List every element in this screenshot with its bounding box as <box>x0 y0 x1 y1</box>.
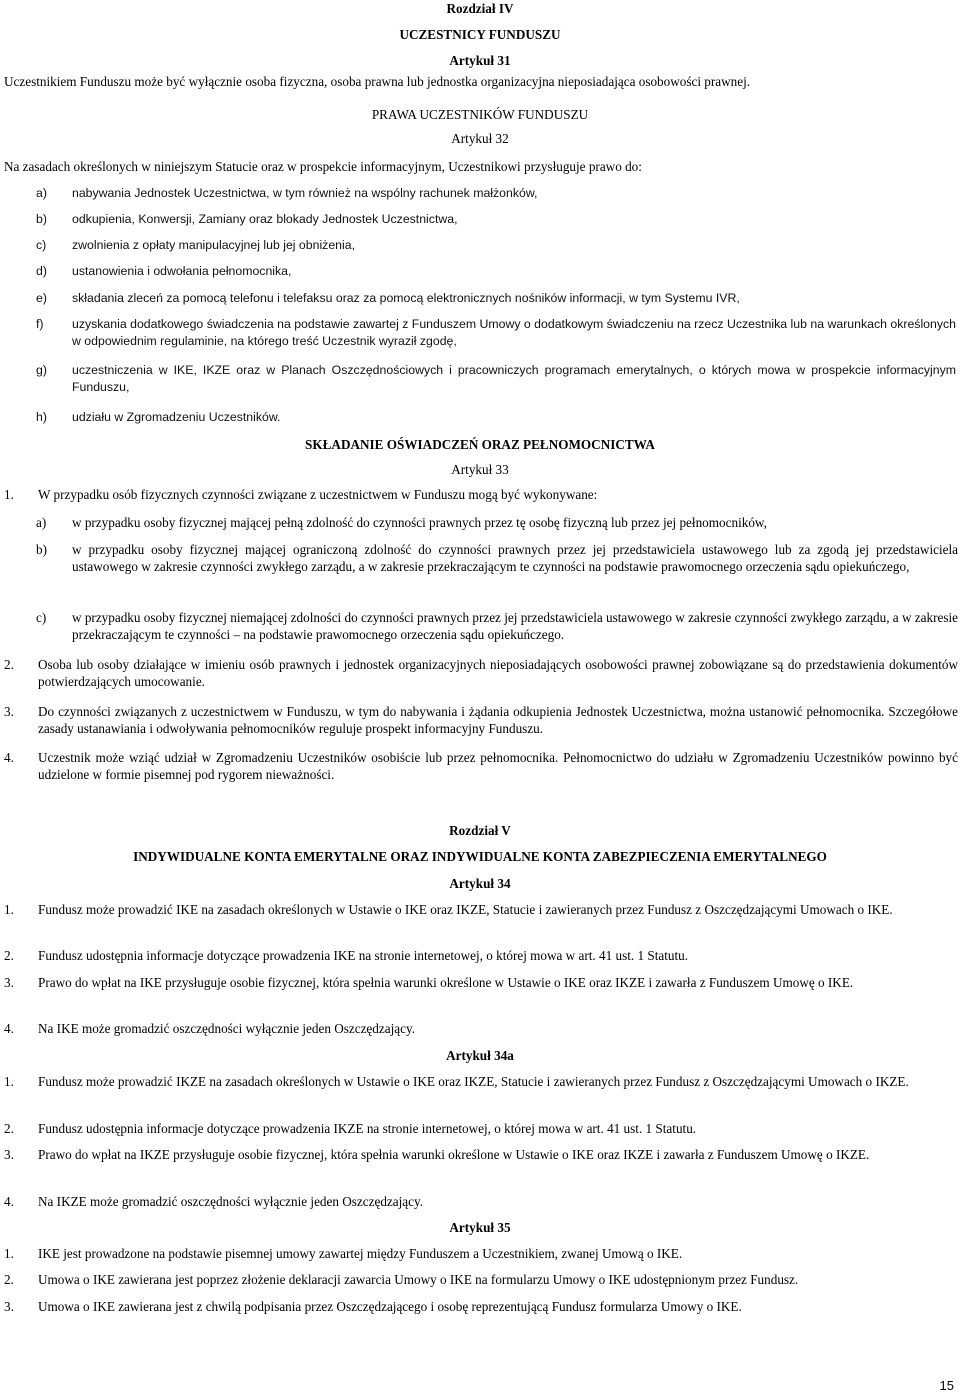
article-heading: Artykuł 32 <box>451 131 509 146</box>
point-text: IKE jest prowadzone na podstawie pisemnej umowy zawartej między Funduszem a Uczestnikiem, zwanej Umową o IKE. <box>38 1246 683 1261</box>
list-item-label: a) <box>36 515 47 530</box>
point-text: Prawo do wpłat na IKZE przysługuje osobie fizycznej, która spełnia warunki określone w Ustawie o IKE oraz IKZE i zawarła z Funduszem Umowę o IKZE. <box>38 1147 870 1162</box>
point-text: Prawo do wpłat na IKE przysługuje osobie fizycznej, która spełnia warunki określone w Ustawie o IKE oraz IKZE i zawarła z Funduszem Umowę o IKE. <box>38 975 854 990</box>
list-item-label: a) <box>36 186 47 200</box>
section-title: PRAWA UCZESTNIKÓW FUNDUSZU <box>371 107 589 122</box>
list-item-label: d) <box>36 264 47 278</box>
point-label: 2. <box>4 948 14 963</box>
article-heading: Artykuł 34a <box>446 1048 514 1063</box>
list-item-text: w przypadku osoby fizycznej mającej ograniczoną zdolność do czynności prawnych przez jej przedstawiciela ustawowego lub za zgodą jej przedstawiciela ustawowego w zakresie czynności zwykłego zarządu, a w zakresie przekraczającym te czynności na podstawie prawomocnego orzeczenia sądu opiekuńczego, <box>72 542 958 574</box>
list-item-label: e) <box>36 291 47 305</box>
page-number: 15 <box>939 1378 954 1393</box>
list-item-text: uczestniczenia w IKE, IKZE oraz w Planach Oszczędnościowych i pracowniczych programach emerytalnych, o których mowa w prospekcie informacyjnym Funduszu, <box>72 363 956 394</box>
point-label: 3. <box>4 704 14 719</box>
point-text: Fundusz udostępnia informacje dotyczące prowadzenia IKE na stronie internetowej, o której mowa w art. 41 ust. 1 Statutu. <box>38 948 689 963</box>
point-text: Fundusz udostępnia informacje dotyczące prowadzenia IKZE na stronie internetowej, o której mowa w art. 41 ust. 1 Statutu. <box>38 1121 697 1136</box>
point-text: Do czynności związanych z uczestnictwem w Funduszu, w tym do nabywania i żądania odkupienia Jednostek Uczestnictwa, można ustanowić pełnomocnika. Szczegółowe zasady ustanawiania i odwoływania pełnomocników reguluje prospekt informacyjny Funduszu. <box>38 704 958 736</box>
point-label: 2. <box>4 1272 14 1287</box>
point-label: 3. <box>4 1299 14 1314</box>
point-text: Uczestnik może wziąć udział w Zgromadzeniu Uczestników osobiście lub przez pełnomocnika. Pełnomocnictwo do udziału w Zgromadzeniu Uczestników powinno być udzielone w formie pisemnej pod rygorem nieważności. <box>38 750 958 782</box>
point-text: Osoba lub osoby działające w imieniu osób prawnych i jednostek organizacyjnych nieposiadających osobowości prawnej zobowiązane są do przedstawienia dokumentów potwierdzających umocowanie. <box>38 657 958 689</box>
point-label: 4. <box>4 750 14 765</box>
list-item-text: nabywania Jednostek Uczestnictwa, w tym również na wspólny rachunek małżonków, <box>72 186 538 200</box>
list-item-text: w przypadku osoby fizycznej mającej pełną zdolność do czynności prawnych przez tę osobę fizyczną lub przez jej pełnomocników, <box>72 515 767 530</box>
list-item-label: h) <box>36 410 47 424</box>
point-label: 1. <box>4 902 14 917</box>
point-label: 4. <box>4 1021 14 1036</box>
point-label: 2. <box>4 1121 14 1136</box>
list-item-text: składania zleceń za pomocą telefonu i telefaksu oraz za pomocą elektronicznych nośników informacji, w tym Systemu IVR, <box>72 291 740 305</box>
point-label: 3. <box>4 1147 14 1162</box>
chapter-title: UCZESTNICY FUNDUSZU <box>399 27 561 42</box>
point-text: Fundusz może prowadzić IKZE na zasadach określonych w Ustawie o IKE oraz IKZE, Statucie i zawieranych przez Fundusz z Oszczędzającymi Umowach o IKZE. <box>38 1074 909 1089</box>
point-label: 1. <box>4 1246 14 1261</box>
chapter-title: INDYWIDUALNE KONTA EMERYTALNE ORAZ INDYWIDUALNE KONTA ZABEZPIECZENIA EMERYTALNEGO <box>133 849 827 864</box>
list-item-text: ustanowienia i odwołania pełnomocnika, <box>72 264 292 278</box>
point-label: 4. <box>4 1194 14 1209</box>
point-text: Umowa o IKE zawierana jest poprzez złożenie deklaracji zawarcia Umowy o IKE na formularzu Umowy o IKE udostępnionym przez Fundusz. <box>38 1272 799 1287</box>
list-item-label: c) <box>36 610 47 625</box>
point-text: W przypadku osób fizycznych czynności związane z uczestnictwem w Funduszu mogą być wykonywane: <box>38 487 598 502</box>
list-item-label: c) <box>36 238 47 252</box>
list-item-text: udziału w Zgromadzeniu Uczestników. <box>72 410 281 424</box>
point-label: 2. <box>4 657 14 672</box>
chapter-heading: Rozdział IV <box>446 1 514 16</box>
point-text: Na IKZE może gromadzić oszczędności wyłącznie jeden Oszczędzający. <box>38 1194 424 1209</box>
article-heading: Artykuł 33 <box>451 462 509 477</box>
point-text: Umowa o IKE zawierana jest z chwilą podpisania przez Oszczędzającego i osobę reprezentującą Fundusz formularza Umowy o IKE. <box>38 1299 742 1314</box>
article-heading: Artykuł 35 <box>449 1220 511 1235</box>
article-heading: Artykuł 31 <box>449 53 511 68</box>
point-label: 1. <box>4 487 14 502</box>
point-label: 3. <box>4 975 14 990</box>
list-item-label: f) <box>36 317 44 331</box>
list-item-label: g) <box>36 363 47 377</box>
list-item-text: w przypadku osoby fizycznej niemającej zdolności do czynności prawnych przez jej przedstawiciela ustawowego w zakresie czynności zwykłego zarządu, a w zakresie przekraczającym te czynności – na podstawie prawomocnego orzeczenia sądu opiekuńczego. <box>72 610 958 642</box>
point-label: 1. <box>4 1074 14 1089</box>
list-item-text: zwolnienia z opłaty manipulacyjnej lub jej obniżenia, <box>72 238 355 252</box>
list-item-label: b) <box>36 542 47 557</box>
list-item-text: odkupienia, Konwersji, Zamiany oraz blokady Jednostek Uczestnictwa, <box>72 212 458 226</box>
article-heading: Artykuł 34 <box>449 876 511 891</box>
article-paragraph: Uczestnikiem Funduszu może być wyłącznie osoba fizyczna, osoba prawna lub jednostka organizacyjna nieposiadająca osobowości prawnej. <box>4 74 751 89</box>
list-item-label: b) <box>36 212 47 226</box>
section-title: SKŁADANIE OŚWIADCZEŃ ORAZ PEŁNOMOCNICTWA <box>305 437 655 452</box>
article-intro: Na zasadach określonych w niniejszym Statucie oraz w prospekcie informacyjnym, Uczestnikowi przysługuje prawo do: <box>4 159 642 174</box>
point-text: Na IKE może gromadzić oszczędności wyłącznie jeden Oszczędzający. <box>38 1021 415 1036</box>
point-text: Fundusz może prowadzić IKE na zasadach określonych w Ustawie o IKE oraz IKZE, Statucie i zawieranych przez Fundusz z Oszczędzającymi Umowach o IKE. <box>38 902 893 917</box>
list-item-text: uzyskania dodatkowego świadczenia na podstawie zawartej z Funduszem Umowy o dodatkowym świadczeniu na rzecz Uczestnika lub na warunkach określonych w odpowiednim regulaminie, na którego treść Uczestnik wyraził zgodę, <box>72 317 956 348</box>
chapter-heading: Rozdział V <box>449 823 511 838</box>
